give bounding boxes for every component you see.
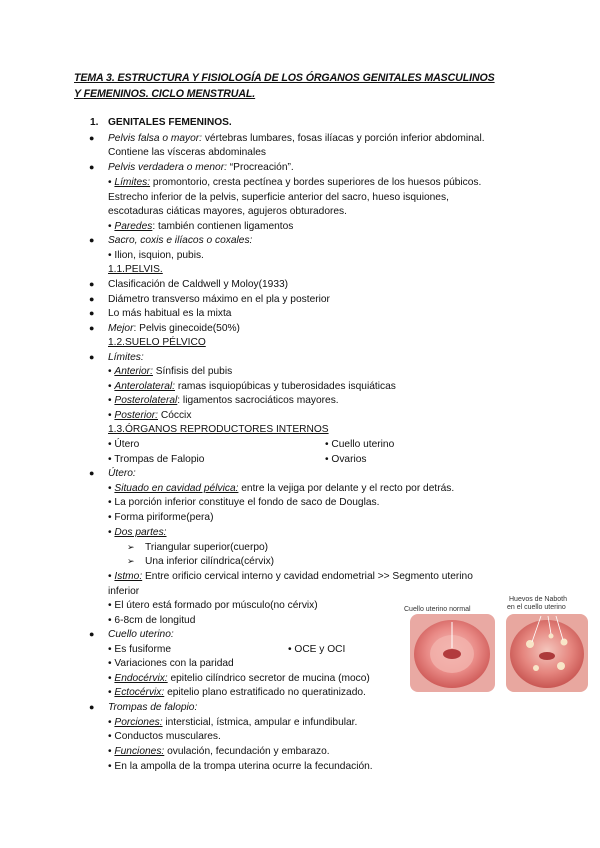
list-item: • El útero está formado por músculo(no cérvix) [108,600,318,611]
list-item: Lo más habitual es la mixta [108,308,232,319]
list-item-porciones: • Porciones: intersticial, ístmica, ampular e infundibular. [108,717,358,728]
list-item: • 6-8cm de longitud [108,615,196,626]
list-item-paredes: • Paredes: también contienen ligamentos [108,221,294,232]
list-item-dos-partes: • Dos partes: [108,527,167,538]
list-item: Diámetro transverso máximo en el pla y posterior [108,294,330,305]
arrow-bullet-icon: ➢ [127,542,135,552]
list-item: Sacro, coxis e ilíacos o coxales: [108,235,253,246]
list-item: • Forma piriforme(pera) [108,512,214,523]
organ-item: • Trompas de Falopio [108,454,205,465]
figure-label-naboth-2: en el cuello uterino [507,604,566,611]
list-item: • Es fusiforme [108,644,172,655]
list-item: Clasificación de Caldwell y Moloy(1933) [108,279,289,290]
list-item-continued: escotaduras ciáticas mayores, agujeros obturadores. [108,206,347,217]
list-item-istmo: • Istmo: Entre orificio cervical interno y cavidad endometrial >> Segmento uterino [108,571,473,582]
list-item-anterolateral: • Anterolateral: ramas isquiopúbicas y tuberosidades isquiáticas [108,381,396,392]
title-line-2: Y FEMENINOS. CICLO MENSTRUAL. [74,88,256,100]
list-item: • En la ampolla de la trompa uterina ocurre la fecundación. [108,761,373,772]
document-title [74,70,544,102]
list-item: Trompas de falopio: [108,702,198,713]
figure-label-naboth-1: Huevos de Naboth [509,596,567,603]
bullet: ● [89,162,95,172]
bullet: ● [89,323,95,333]
list-item: • Conductos musculares. [108,731,221,742]
list-item-continued: • Ilion, isquion, pubis. [108,250,204,261]
list-item: • OCE y OCI [288,644,346,655]
list-item-continued: inferior [108,586,140,597]
sub-list-item: Triangular superior(cuerpo) [145,542,269,553]
bullet: ● [89,352,95,362]
naboth-cyst-cervix-image [506,614,588,692]
list-item: • Variaciones con la paridad [108,658,234,669]
list-item-ectocervix: • Ectocérvix: epitelio plano estratificado no queratinizado. [108,687,366,698]
list-item-anterior: • Anterior: Sínfisis del pubis [108,366,233,377]
bullet: ● [89,468,95,478]
subheading: 1.3.ÓRGANOS REPRODUCTORES INTERNOS [108,424,329,435]
list-item-continued: Contiene las vísceras abdominales [108,147,266,158]
bullet: ● [89,294,95,304]
normal-cervix-image [410,614,495,692]
list-item-posterior: • Posterior: Cóccix [108,410,192,421]
bullet: ● [89,235,95,245]
section-heading: GENITALES FEMENINOS. [108,117,232,128]
list-item: Pelvis verdadera o menor: “Procreación”. [108,162,294,173]
list-item: Útero: [108,468,136,479]
organ-item: • Ovarios [325,454,367,465]
list-item-limites: • Límites: promontorio, cresta pectínea y bordes superiores de los huesos púbicos. [108,177,482,188]
list-item-posterolateral: • Posterolateral: ligamentos sacrociáticos mayores. [108,395,339,406]
list-item-situado: • Situado en cavidad pélvica: entre la vejiga por delante y el recto por detrás. [108,483,455,494]
list-item: Límites: [108,352,144,363]
bullet: ● [89,279,95,289]
sub-list-item: Una inferior cilíndrica(cérvix) [145,556,275,567]
list-item: Cuello uterino: [108,629,174,640]
title-line-1: TEMA 3. ESTRUCTURA Y FISIOLOGÍA DE LOS ÓRGANOS GENITALES MASCULINOS [74,72,495,84]
arrow-bullet-icon: ➢ [127,556,135,566]
bullet: ● [89,133,95,143]
list-item: • La porción inferior constituye el fondo de saco de Douglas. [108,497,380,508]
organ-item: • Útero [108,439,140,450]
list-item-endocervix: • Endocérvix: epitelio cilíndrico secretor de mucina (moco) [108,673,370,684]
bullet: ● [89,702,95,712]
section-number: 1. [90,117,99,128]
subheading: 1.1.PELVIS. [108,264,163,275]
list-item-continued: Estrecho inferior de la pelvis, superficie anterior del sacro, hueso isquiones, [108,192,449,203]
bullet: ● [89,308,95,318]
subheading: 1.2.SUELO PÉLVICO [108,337,206,348]
list-item-funciones: • Funciones: ovulación, fecundación y embarazo. [108,746,330,757]
figure-label-normal: Cuello uterino normal [404,606,471,613]
bullet: ● [89,629,95,639]
list-item: Mejor: Pelvis ginecoide(50%) [108,323,240,334]
organ-item: • Cuello uterino [325,439,395,450]
list-item: Pelvis falsa o mayor: vértebras lumbares, fosas ilíacas y porción inferior abdominal. [108,133,485,144]
